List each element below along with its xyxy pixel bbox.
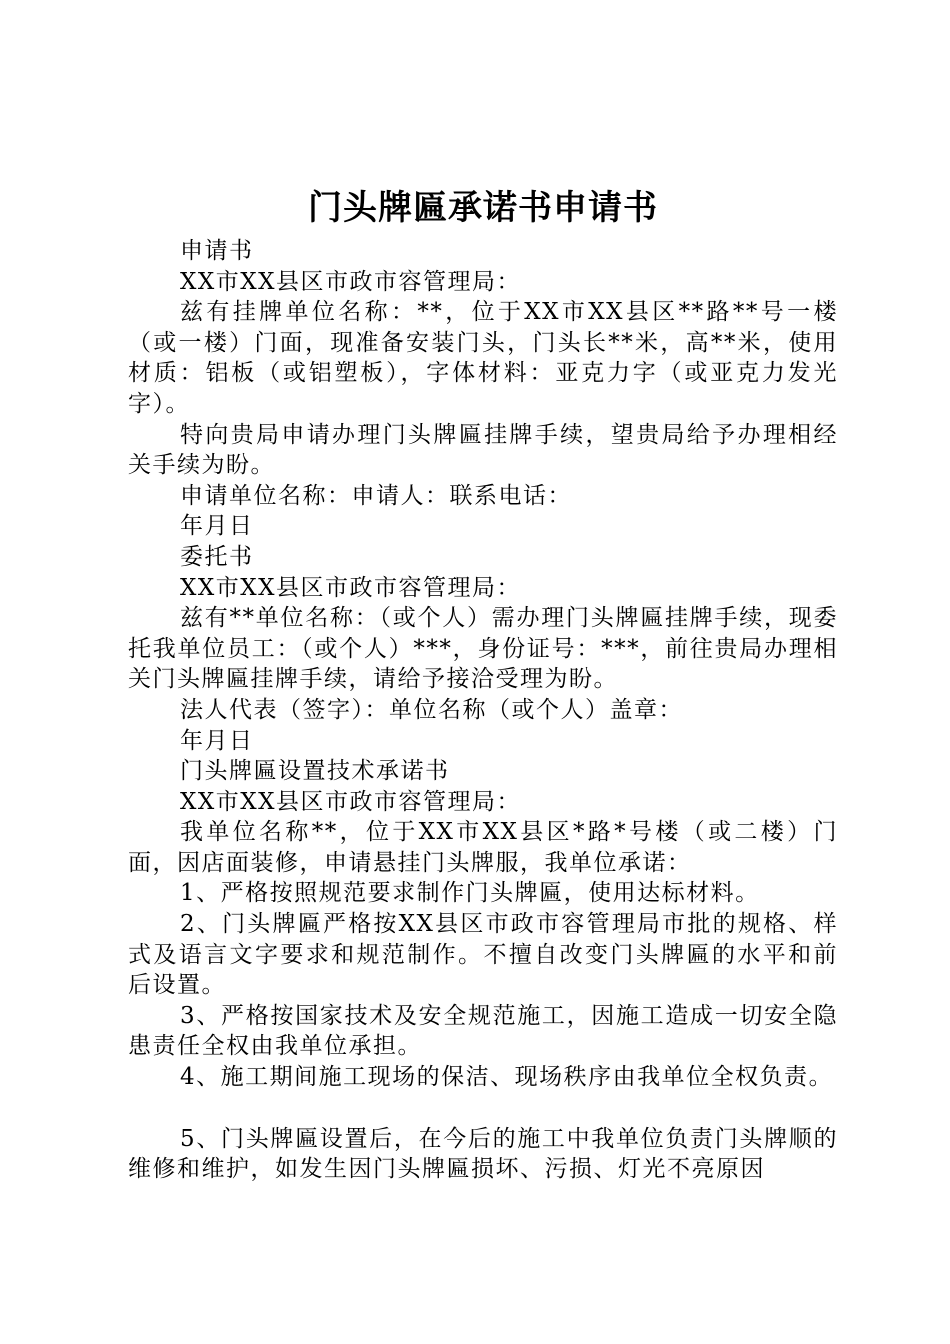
date-line: 年月日: [180, 513, 254, 540]
applicant-info-line: 申请单位名称：申请人：联系电话：: [180, 482, 572, 509]
commitment-intro-paragraph: 我单位名称**，位于XX市XX县区*路*号楼（或二楼）门面，因店面装修，申请悬挂门头牌服，我单位承诺：: [128, 819, 838, 876]
heading-application: 申请书: [180, 238, 254, 264]
heading-authorization: 委托书: [180, 543, 254, 570]
authorization-paragraph: 兹有**单位名称：（或个人）需办理门头牌匾挂牌手续，现委托我单位员工：（或个人）***，身份证号：***，前往贵局办理相关门头牌匾挂牌手续，请给予接洽受理为盼。: [128, 605, 838, 693]
addressee-line: XX市XX县区市政市容管理局：: [180, 268, 521, 295]
document-title: 门头牌匾承诺书申请书: [308, 188, 658, 228]
application-request-paragraph: 特向贵局申请办理门头牌匾挂牌手续，望贵局给予办理相经关手续为盼。: [128, 421, 838, 479]
commitment-item: 3、严格按国家技术及安全规范施工，因施工造成一切安全隐患责任全权由我单位承担。: [128, 1002, 838, 1060]
date-line: 年月日: [180, 727, 254, 754]
addressee-line: XX市XX县区市政市容管理局：: [180, 574, 521, 601]
paragraph-spacer: [128, 1093, 838, 1124]
commitment-item: 5、门头牌匾设置后，在今后的施工中我单位负责门头牌顺的维修和维护，如发生因门头牌匾损坏、污损、灯光不亮原因: [128, 1125, 838, 1183]
commitment-item: 4、施工期间施工现场的保洁、现场秩序由我单位全权负责。: [180, 1064, 834, 1091]
signature-line: 法人代表（签字）：单位名称（或个人）盖章：: [180, 696, 683, 723]
addressee-line: XX市XX县区市政市容管理局：: [180, 788, 521, 815]
commitment-item: 1、严格按照规范要求制作门头牌匾，使用达标材料。: [180, 880, 760, 907]
document-body: [128, 236, 838, 1185]
commitment-item: 2、门头牌匾严格按XX县区市政市容管理局市批的规格、样式及语言文字要求和规范制作。不擅自改变门头牌匾的水平和前后设置。: [128, 911, 838, 999]
application-paragraph: 兹有挂牌单位名称：**，位于XX市XX县区**路**号一楼（或一楼）门面，现准备安装门头，门头长**米，高**米，使用材质：铝板（或铝塑板），字体材料：亚克力字（或亚克力发光字）。: [128, 299, 838, 417]
heading-commitment: 门头牌匾设置技术承诺书: [180, 758, 450, 785]
